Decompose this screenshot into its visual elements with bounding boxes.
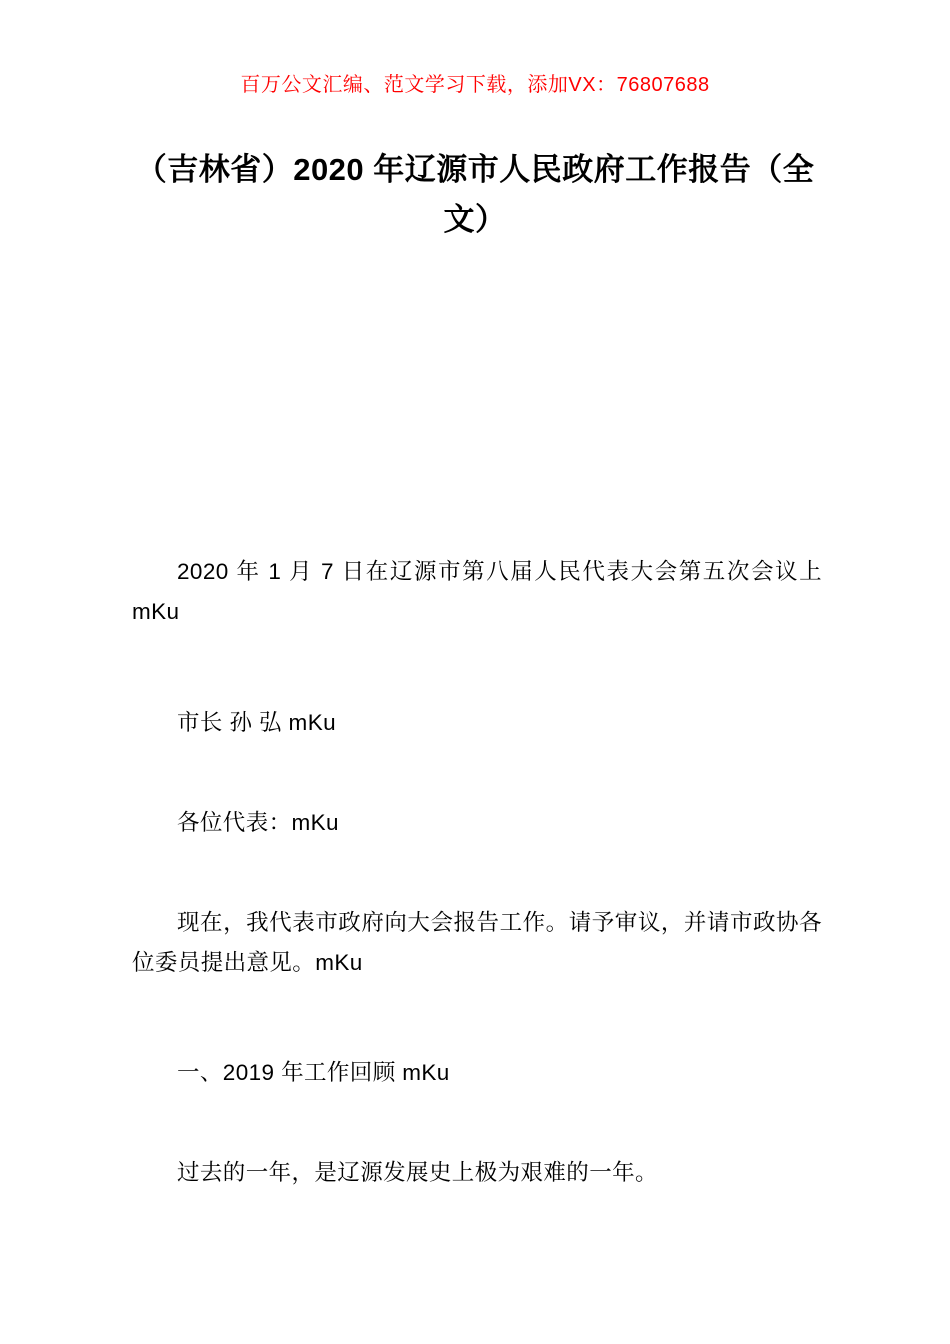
paragraph-intro: 现在，我代表市政府向大会报告工作。请予审议，并请市政协各位委员提出意见。mKu bbox=[132, 910, 822, 976]
paragraph-meeting-info: 2020 年 1 月 7 日在辽源市第八届人民代表大会第五次会议上 mKu bbox=[132, 559, 822, 625]
paragraph-salutation: 各位代表：mKu bbox=[177, 810, 339, 835]
watermark-text: 百万公文汇编、范文学习下载，添加VX：76807688 bbox=[240, 74, 710, 96]
paragraph-speaker: 市长 孙 弘 mKu bbox=[177, 710, 337, 735]
paragraph-section-heading: 一、2019 年工作回顾 mKu bbox=[177, 1060, 450, 1085]
paragraph-review-opening: 过去的一年，是辽源发展史上极为艰难的一年。 bbox=[177, 1160, 658, 1185]
page-title: （吉林省）2020 年辽源市人民政府工作报告（全文） bbox=[135, 152, 815, 238]
